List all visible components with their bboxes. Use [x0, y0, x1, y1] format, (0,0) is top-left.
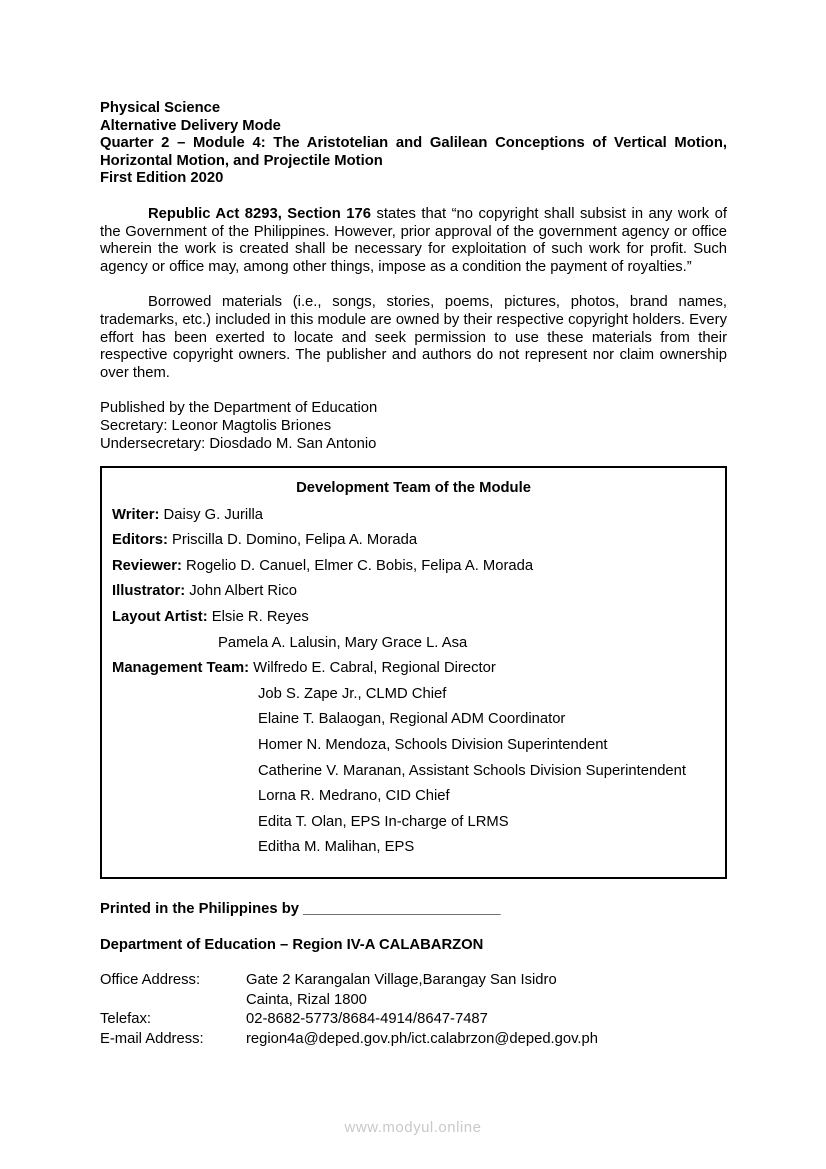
- contact-row-email: [100, 1030, 727, 1050]
- role-value: Elsie R. Reyes: [207, 609, 309, 626]
- region-heading: Department of Education – Region IV-A CALABARZON: [100, 936, 484, 953]
- published-by-line: Published by the Department of Education: [100, 400, 378, 417]
- contact-row-office-address-2: [100, 991, 727, 1011]
- module-edition: First Edition 2020: [100, 170, 224, 187]
- development-team-box: [100, 466, 727, 879]
- dev-team-row-management-member: [258, 763, 715, 781]
- role-value: John Albert Rico: [185, 583, 298, 600]
- module-title: Quarter 2 – Module 4: The Aristotelian and Galilean Conceptions of Vertical Motion, Horizontal Motion, and Projectile Motion: [100, 135, 727, 169]
- dev-team-row-management-member: [258, 711, 715, 729]
- module-header: [100, 100, 727, 188]
- dev-team-row-layout-artist-2: [218, 635, 715, 653]
- contact-value: region4a@deped.gov.ph/ict.calabrzon@deped.gov.ph: [246, 1030, 598, 1047]
- role-label: Editors:: [112, 532, 168, 549]
- contact-value: 02-8682-5773/8684-4914/8647-7487: [246, 1011, 488, 1028]
- contact-label: Telefax:: [100, 1011, 151, 1028]
- role-value: Edita T. Olan, EPS In-charge of LRMS: [258, 813, 509, 830]
- page-content: [100, 100, 727, 1049]
- role-label: Management Team:: [112, 660, 250, 677]
- contact-label: Office Address:: [100, 972, 201, 989]
- development-team-title: Development Team of the Module: [296, 480, 531, 497]
- role-label: Illustrator:: [112, 583, 186, 600]
- dev-team-row-management-team: [112, 660, 715, 678]
- contact-block: [100, 971, 727, 1049]
- role-value: Priscilla D. Domino, Felipa A. Morada: [167, 532, 418, 549]
- contact-row-telefax: [100, 1010, 727, 1030]
- dev-team-row-management-member: [258, 737, 715, 755]
- dev-team-row-management-member: [258, 686, 715, 704]
- role-label: Writer:: [112, 506, 160, 523]
- role-value: Pamela A. Lalusin, Mary Grace L. Asa: [218, 634, 468, 651]
- secretary-line: Secretary: Leonor Magtolis Briones: [100, 417, 332, 434]
- dev-team-row-writer: [112, 507, 715, 525]
- contact-value: Gate 2 Karangalan Village,Barangay San Isidro: [246, 972, 557, 989]
- printed-in-philippines-line: Printed in the Philippines by ________________________: [100, 901, 501, 917]
- role-value: Homer N. Mendoza, Schools Division Superintendent: [258, 737, 608, 754]
- role-value: Wilfredo E. Cabral, Regional Director: [249, 660, 496, 677]
- role-value: Rogelio D. Canuel, Elmer C. Bobis, Felipa A. Morada: [181, 557, 534, 574]
- module-mode: Alternative Delivery Mode: [100, 117, 281, 134]
- contact-label: [100, 991, 246, 1011]
- dev-team-row-management-member: [258, 814, 715, 832]
- republic-act-lead: Republic Act 8293, Section 176: [148, 205, 371, 222]
- role-value: Editha M. Malihan, EPS: [258, 839, 415, 856]
- dev-team-row-editors: [112, 532, 715, 550]
- watermark: www.modyul.online: [344, 1119, 482, 1136]
- dev-team-row-management-member: [258, 839, 715, 857]
- role-label: Reviewer:: [112, 557, 182, 574]
- contact-row-office-address: [100, 971, 727, 991]
- republic-act-text: states that “no copyright shall subsist in any work of the Government of the Philippines. However, prior approval of the government agency or office wherein the work is created shall be necessary for exploitation of such work for profit. Such agency or office may, among other things, impose as a condition the payment of royalties.”: [100, 205, 727, 275]
- role-value: Lorna R. Medrano, CID Chief: [258, 788, 450, 805]
- role-label: Layout Artist:: [112, 609, 208, 626]
- borrowed-materials-paragraph: Borrowed materials (i.e., songs, stories, poems, pictures, photos, brand names, trademarks, etc.) included in this module are owned by their respective copyright holders. Every effort has been exerted to locate and seek permission to use these materials from their respective copyright owners. The publisher and authors do not represent nor claim ownership over them.: [100, 294, 727, 381]
- copyright-paragraph: [100, 206, 727, 276]
- module-subject: Physical Science: [100, 100, 221, 116]
- contact-label: E-mail Address:: [100, 1030, 204, 1047]
- undersecretary-line: Undersecretary: Diosdado M. San Antonio: [100, 435, 377, 452]
- dev-team-row-management-member: [258, 788, 715, 806]
- role-value: Job S. Zape Jr., CLMD Chief: [258, 685, 447, 702]
- dev-team-row-illustrator: [112, 583, 715, 601]
- publisher-block: [100, 400, 727, 453]
- role-value: Elaine T. Balaogan, Regional ADM Coordinator: [258, 711, 566, 728]
- role-value: Daisy G. Jurilla: [159, 506, 264, 523]
- contact-value: Cainta, Rizal 1800: [246, 991, 367, 1008]
- dev-team-row-reviewer: [112, 558, 715, 576]
- role-value: Catherine V. Maranan, Assistant Schools Division Superintendent: [258, 762, 686, 779]
- dev-team-row-layout-artist: [112, 609, 715, 627]
